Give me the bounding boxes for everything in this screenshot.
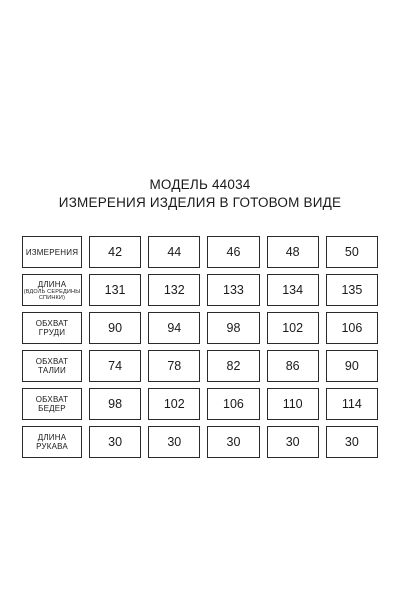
value-cell: 30 <box>148 426 200 458</box>
value-cell: 102 <box>267 312 319 344</box>
row-label-line: БЕДЕР <box>38 404 66 413</box>
row-label-line: ОБХВАТ <box>35 319 69 328</box>
value-cell: 30 <box>89 426 141 458</box>
value-cell: 94 <box>148 312 200 344</box>
measurements-subtitle: ИЗМЕРЕНИЯ ИЗДЕЛИЯ В ГОТОВОМ ВИДЕ <box>58 195 342 210</box>
row-label-line: ТАЛИИ <box>38 366 66 375</box>
table-row <box>22 350 378 382</box>
row-label <box>22 312 82 344</box>
value-cell: 134 <box>267 274 319 306</box>
size-cell: 48 <box>267 236 319 268</box>
value-cell: 86 <box>267 350 319 382</box>
value-cell: 106 <box>207 388 259 420</box>
value-cell: 30 <box>207 426 259 458</box>
row-label <box>22 388 82 420</box>
size-cell: 44 <box>148 236 200 268</box>
size-cell: 42 <box>89 236 141 268</box>
row-label-line: РУКАВА <box>36 442 68 451</box>
measurements-header-cell: ИЗМЕРЕНИЯ <box>22 236 82 268</box>
size-table <box>15 230 385 464</box>
row-label-line: ДЛИНА <box>37 279 67 289</box>
table-row <box>22 274 378 306</box>
value-cell: 90 <box>326 350 378 382</box>
row-label <box>22 426 82 458</box>
value-cell: 131 <box>89 274 141 306</box>
value-cell: 98 <box>207 312 259 344</box>
row-label-line: ОБХВАТ <box>35 395 69 404</box>
value-cell: 106 <box>326 312 378 344</box>
value-cell: 74 <box>89 350 141 382</box>
model-title: МОДЕЛЬ 44034 <box>149 177 251 192</box>
size-header-row <box>22 236 378 268</box>
table-row <box>22 426 378 458</box>
value-cell: 90 <box>89 312 141 344</box>
value-cell: 110 <box>267 388 319 420</box>
value-cell: 132 <box>148 274 200 306</box>
row-label-line: ОБХВАТ <box>35 357 69 366</box>
size-cell: 46 <box>207 236 259 268</box>
value-cell: 114 <box>326 388 378 420</box>
row-label <box>22 350 82 382</box>
value-cell: 30 <box>326 426 378 458</box>
value-cell: 82 <box>207 350 259 382</box>
size-cell: 50 <box>326 236 378 268</box>
value-cell: 135 <box>326 274 378 306</box>
table-row <box>22 388 378 420</box>
value-cell: 30 <box>267 426 319 458</box>
row-label-line: ДЛИНА <box>37 433 67 442</box>
table-row <box>22 312 378 344</box>
value-cell: 102 <box>148 388 200 420</box>
row-label <box>22 274 82 306</box>
row-label-note: (ВДОЛЬ СЕРЕДИНЫ СПИНКИ) <box>23 288 81 301</box>
row-label-line: ГРУДИ <box>38 328 66 337</box>
value-cell: 133 <box>207 274 259 306</box>
value-cell: 98 <box>89 388 141 420</box>
value-cell: 78 <box>148 350 200 382</box>
